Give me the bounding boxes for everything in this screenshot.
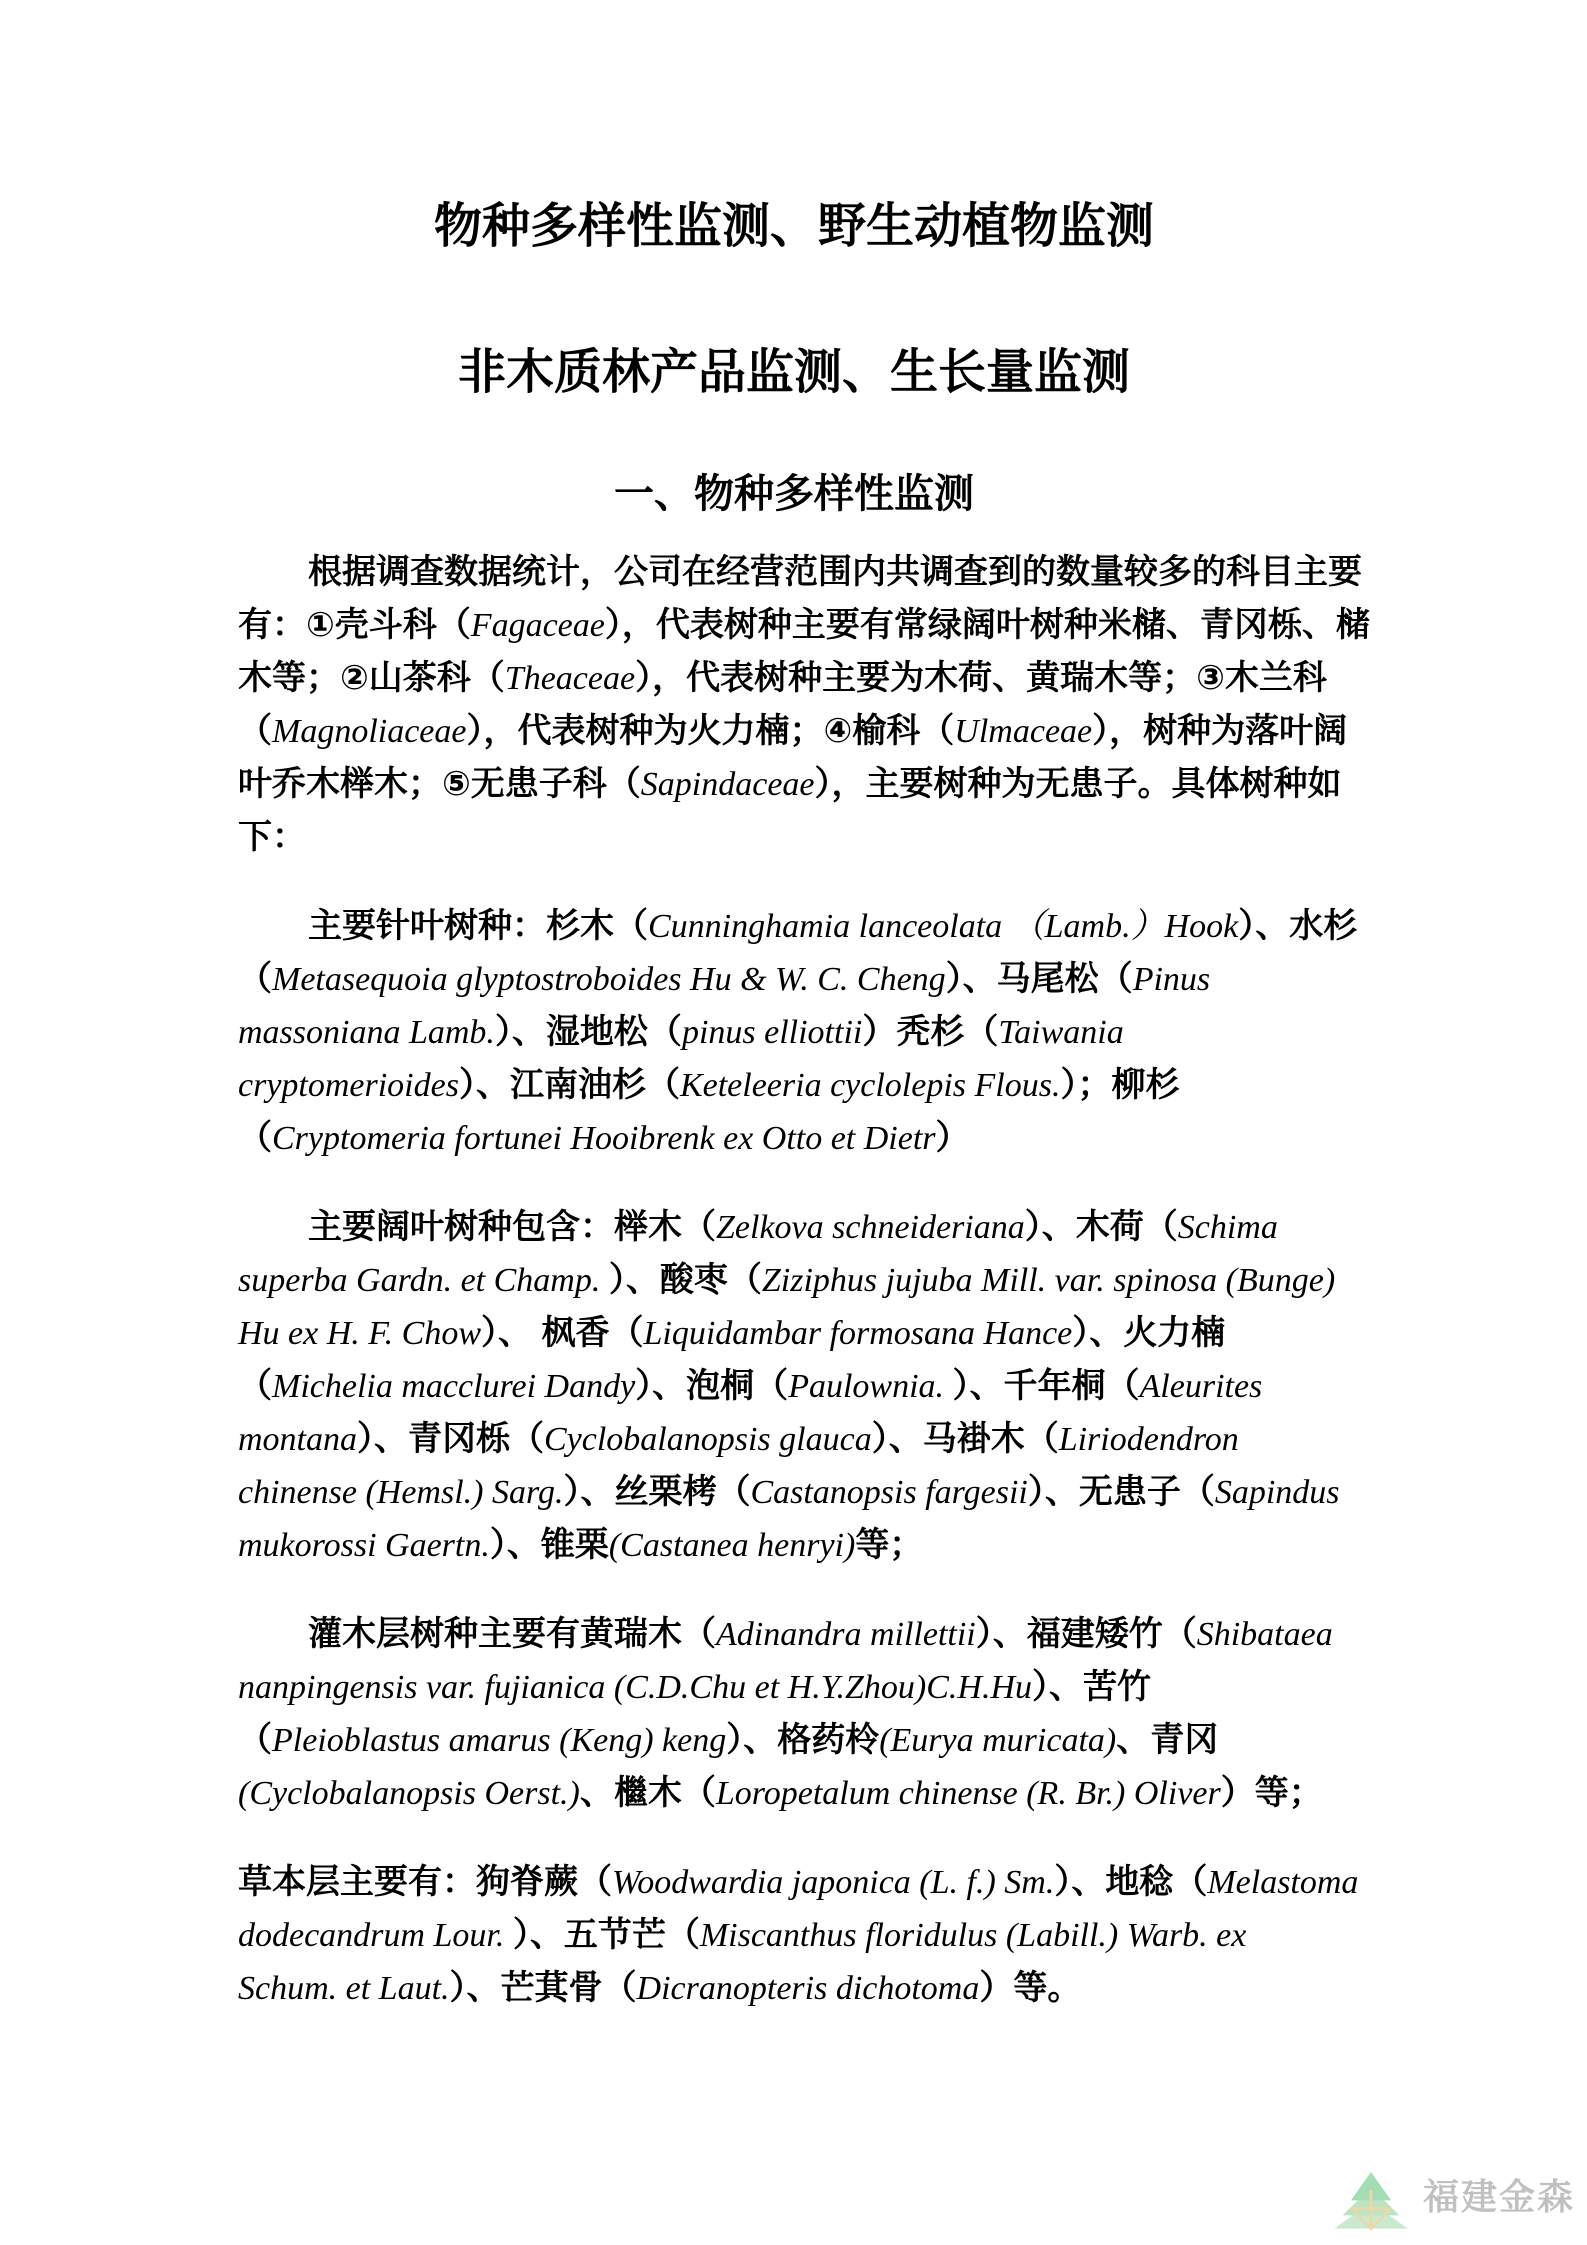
latin-species-name: Keteleeria cyclolepis Flous. <box>679 1067 1061 1104</box>
latin-species-name: Ulmaceae <box>954 713 1093 750</box>
text-line <box>238 953 1350 1006</box>
text-line <box>238 758 1350 811</box>
text-line <box>238 1856 1359 1909</box>
section-heading: 一、物种多样性监测 <box>614 472 974 516</box>
company-logo <box>1329 2167 1575 2237</box>
chinese-text: ），树种为落叶阔 <box>1092 712 1348 750</box>
text-line <box>238 1059 1350 1112</box>
latin-species-name: Theaceae <box>504 660 636 697</box>
chinese-text: （ <box>238 712 272 750</box>
latin-species-name: Schima <box>1177 1209 1278 1246</box>
latin-species-name: Aleurites <box>1139 1368 1263 1405</box>
text-line <box>238 1608 1350 1661</box>
chinese-text: 等； <box>855 1526 924 1564</box>
text-line <box>238 599 1370 652</box>
document-body <box>238 546 1370 2015</box>
latin-species-name: Adinandra millettii <box>716 1616 976 1653</box>
chinese-text: 木等；②山茶科（ <box>238 659 505 697</box>
chinese-text: 、檵木（ <box>579 1774 716 1812</box>
latin-species-name: Liriodendron <box>1058 1421 1239 1458</box>
chinese-text: ）、丝栗栲（ <box>563 1473 751 1511</box>
chinese-text: ）、格药柃 <box>726 1721 880 1759</box>
paragraph <box>238 1856 1359 2015</box>
latin-species-name: Schum. et Laut. <box>238 1970 450 2007</box>
chinese-text: ）；柳杉 <box>1060 1066 1180 1104</box>
chinese-text: ）、酸枣（ <box>608 1261 762 1299</box>
chinese-text: ）等； <box>1220 1774 1323 1812</box>
document-content <box>238 196 1370 2051</box>
latin-species-name: cryptomerioides <box>238 1067 459 1104</box>
latin-species-name: Hu ex H. F. Chow <box>238 1315 482 1352</box>
chinese-text: 根据调查数据统计，公司在经营范围内共调查到的数量较多的科目主要 <box>308 553 1362 591</box>
chinese-text: ）、青冈栎（ <box>357 1420 544 1458</box>
latin-species-name: mukorossi Gaertn. <box>238 1527 490 1564</box>
chinese-text: ）、五节芒（ <box>512 1916 700 1954</box>
chinese-text: ）、江南油杉（ <box>458 1066 680 1104</box>
chinese-text: ）、木荷（ <box>1024 1208 1178 1246</box>
latin-species-name: (Cyclobalanopsis Oerst.) <box>238 1775 580 1812</box>
chinese-text: ）、泡桐（ <box>635 1367 789 1405</box>
chinese-text: ），代表树种为火力楠；④榆科（ <box>466 712 955 750</box>
chinese-text: 、青冈 <box>1116 1721 1219 1759</box>
latin-species-name: Loropetalum chinense (R. Br.) Oliver <box>715 1775 1221 1812</box>
text-line <box>238 1714 1350 1767</box>
text-line <box>238 1661 1350 1714</box>
latin-species-name: Taiwania <box>998 1014 1124 1051</box>
latin-species-name: Paulownia. <box>788 1368 953 1405</box>
chinese-text: 有：①壳斗科（ <box>238 606 471 644</box>
text-line <box>238 1962 1350 2015</box>
latin-species-name: dodecandrum Lour. <box>238 1917 513 1954</box>
latin-species-name: montana <box>238 1421 357 1458</box>
text-line <box>238 1006 1350 1059</box>
latin-species-name: Michelia macclurei Dandy <box>272 1368 636 1405</box>
text-line <box>238 546 1362 599</box>
latin-species-name: Sapindus <box>1214 1474 1340 1511</box>
latin-species-name: Sapindaceae <box>640 766 815 803</box>
chinese-text: ）、 枫香（ <box>481 1314 644 1352</box>
chinese-text: ）、湿地松（ <box>494 1013 682 1051</box>
latin-species-name: superba Gardn. et Champ. <box>238 1262 609 1299</box>
latin-species-name: Pinus <box>1132 961 1211 998</box>
latin-species-name: (Castanea henryi) <box>608 1527 856 1564</box>
chinese-text: ）、无患子（ <box>1027 1473 1215 1511</box>
latin-species-name: Pleioblastus amarus (Keng) keng <box>272 1722 727 1759</box>
chinese-text: 草本层主要有：狗脊蕨（ <box>238 1863 612 1901</box>
company-logo-text: 福建金森 <box>1422 2176 1575 2217</box>
chinese-text: ） <box>935 1119 970 1157</box>
text-line <box>238 1519 1350 1572</box>
text-line <box>238 652 1350 705</box>
chinese-text: ）、锥栗 <box>489 1526 609 1564</box>
paragraph <box>238 1201 1350 1572</box>
text-line <box>238 1254 1350 1307</box>
text-line <box>238 1307 1350 1360</box>
paragraph <box>238 900 1358 1165</box>
chinese-text: ）、苦竹 <box>1032 1668 1152 1706</box>
text-line <box>238 1201 1350 1254</box>
latin-species-name: Miscanthus floridulus (Labill.) Warb. ex <box>699 1917 1247 1954</box>
latin-species-name: Cunninghamia lanceolata （Lamb.）Hook <box>648 908 1239 945</box>
latin-species-name: (Eurya muricata) <box>879 1722 1117 1759</box>
document-title-line-1: 物种多样性监测、野生动植物监测 <box>433 200 1154 253</box>
latin-species-name: pinus elliottii <box>681 1014 863 1051</box>
text-line <box>238 1360 1350 1413</box>
latin-species-name: nanpingensis var. fujianica (C.D.Chu et H.Y.Zhou)C.H.Hu <box>238 1669 1033 1706</box>
chinese-text: ）等。 <box>979 1969 1082 2007</box>
latin-species-name: Dicranopteris dichotoma <box>636 1970 980 2007</box>
chinese-text: 叶乔木榉木；⑤无患子科（ <box>238 765 641 803</box>
latin-species-name: Cryptomeria fortunei Hooibrenk ex Otto et Dietr <box>272 1120 936 1157</box>
text-line <box>238 1767 1350 1820</box>
text-line <box>238 1466 1350 1519</box>
chinese-text: （ <box>238 960 272 998</box>
latin-species-name: Shibataea <box>1196 1616 1333 1653</box>
chinese-text: （ <box>238 1721 272 1759</box>
chinese-text: ）、福建矮竹（ <box>975 1615 1197 1653</box>
latin-species-name: Zelkova schneideriana <box>716 1209 1025 1246</box>
latin-species-name: Magnoliaceae <box>272 713 467 750</box>
pine-tree-icon <box>1329 2167 1413 2237</box>
chinese-text: 主要针叶树种：杉木（ <box>308 907 648 945</box>
chinese-text: ）秃杉（ <box>862 1013 999 1051</box>
latin-species-name: Ziziphus jujuba Mill. var. spinosa (Bunge) <box>761 1262 1336 1299</box>
paragraph <box>238 1608 1350 1820</box>
paragraph <box>238 546 1370 864</box>
text-line <box>238 705 1350 758</box>
latin-species-name: Cyclobalanopsis glauca <box>544 1421 872 1458</box>
chinese-text: ），代表树种主要有常绿阔叶树种米槠、青冈栎、槠 <box>604 606 1370 644</box>
text-line <box>238 1112 1350 1165</box>
latin-species-name: chinense (Hemsl.) Sarg. <box>238 1474 564 1511</box>
latin-species-name: Liquidambar formosana Hance <box>643 1315 1073 1352</box>
chinese-text: ）、千年桐（ <box>952 1367 1140 1405</box>
latin-species-name: Castanopsis fargesii <box>750 1474 1028 1511</box>
latin-species-name: massoniana Lamb. <box>238 1014 495 1051</box>
chinese-text: ）、火力楠 <box>1072 1314 1226 1352</box>
chinese-text: ），主要树种为无患子。具体树种如 <box>814 765 1342 803</box>
chinese-text: 灌木层树种主要有黄瑞木（ <box>308 1615 716 1653</box>
latin-species-name: Fagaceae <box>470 607 605 644</box>
chinese-text: 主要阔叶树种包含：榉木（ <box>308 1208 716 1246</box>
text-line <box>238 811 1350 864</box>
chinese-text: （ <box>238 1119 272 1157</box>
chinese-text: （ <box>238 1367 272 1405</box>
chinese-text: ）、马尾松（ <box>945 960 1133 998</box>
text-line <box>238 1909 1350 1962</box>
latin-species-name: Metasequoia glyptostroboides Hu & W. C. Cheng <box>272 961 946 998</box>
latin-species-name: Melastoma <box>1207 1864 1359 1901</box>
chinese-text: ），代表树种主要为木荷、黄瑞木等；③木兰科 <box>635 659 1327 697</box>
chinese-text: ）、芒萁骨（ <box>449 1969 637 2007</box>
document-title-line-2: 非木质林产品监测、生长量监测 <box>457 346 1130 399</box>
text-line <box>238 900 1358 953</box>
chinese-text: ）、水杉 <box>1238 907 1358 945</box>
text-line <box>238 1413 1350 1466</box>
latin-species-name: Woodwardia japonica (L. f.) Sm. <box>612 1864 1055 1901</box>
chinese-text: ）、马褂木（ <box>871 1420 1059 1458</box>
chinese-text: 下： <box>238 818 306 856</box>
chinese-text: ）、地稔（ <box>1054 1863 1208 1901</box>
